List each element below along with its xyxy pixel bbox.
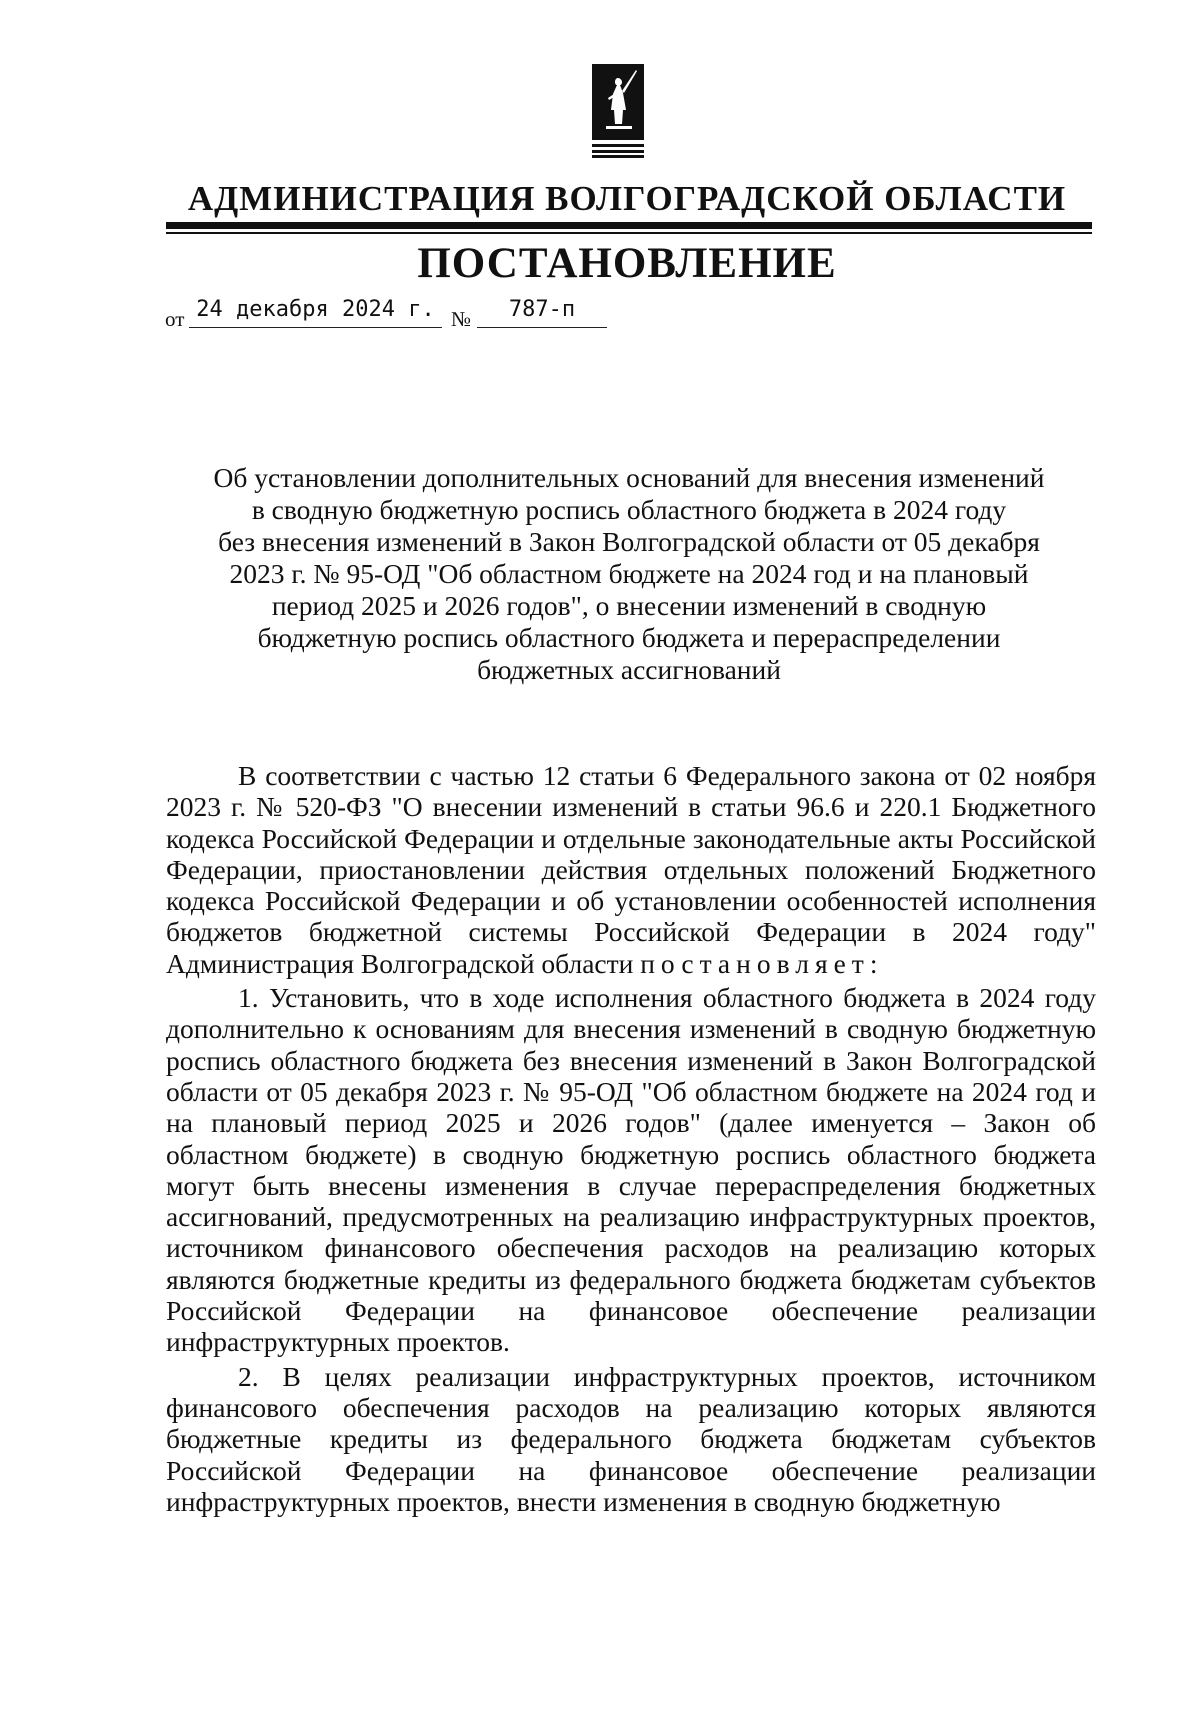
document-type-title: ПОСТАНОВЛЕНИЕ — [417, 240, 837, 287]
header-divider-thin — [166, 232, 1092, 234]
organization-name: АДМИНИСТРАЦИЯ ВОЛГОГРАДСКОЙ ОБЛАСТИ — [187, 179, 1067, 218]
preamble-text: В соответствии с частью 12 статьи 6 Федерального закона от 02 ноября 2023 г. № 520-ФЗ "О внесении изменений в статьи 96.6 и 220.1 Бюджетного кодекса Российской Федерации и отдельные законодательные акты Российской Федерации, приостановлении действия отдельных положений Бюджетного кодекса Российской Федерации и об установлении особенностей исполнения бюджетов бюджетной системы Российской Федерации в 2024 году" Администрация Волгоградской области — [166, 760, 1096, 979]
document-subject: Об установлении дополнительных оснований для внесения изменений в сводную бюджетную роспись областного бюджета в 2024 году без внесения изменений в Закон Волгоградской области от 05 декабря 2023 г. № 95-ОД "Об областном бюджете на 2024 год и на плановый период 2025 и 2026 годов", о внесении изменений в сводную бюджетную роспись областного бюджета и перераспределении бюджетных ассигнований — [213, 462, 1045, 685]
document-number: 787-п — [477, 293, 607, 328]
coat-of-arms-icon — [592, 64, 644, 158]
date-prefix: от — [165, 307, 185, 331]
preamble-paragraph — [166, 760, 1096, 979]
resolves-word: постановляет: — [640, 947, 884, 979]
item-1-paragraph: 1. Установить, что в ходе исполнения областного бюджета в 2024 году дополнительно к основаниям для внесения изменений в сводную бюджетную роспись областного бюджета без внесения изменений в Закон Волгоградской области от 05 декабря 2023 г. № 95-ОД "Об областном бюджете на 2024 год и на плановый период 2025 и 2026 годов" (далее именуется – Закон об областном бюджете) в сводную бюджетную роспись областного бюджета могут быть внесены изменения в случае перераспределения бюджетных ассигнований, предусмотренных на реализацию инфраструктурных проектов, источником финансового обеспечения расходов на реализацию которых являются бюджетные кредиты из федерального бюджета бюджетам субъектов Российской Федерации на финансовое обеспечение реализации инфраструктурных проектов. — [166, 982, 1096, 1358]
document-body — [166, 760, 1096, 1520]
number-sign: № — [451, 307, 472, 331]
document-dateline — [165, 293, 625, 333]
item-2-paragraph: 2. В целях реализации инфраструктурных проектов, источником финансового обеспечения расходов на реализацию которых являются бюджетные кредиты из федерального бюджета бюджетам субъектов Российской Федерации на финансовое обеспечение реализации инфраструктурных проектов, внести изменения в сводную бюджетную — [166, 1360, 1096, 1517]
header-divider-thick — [166, 222, 1092, 229]
document-date: 24 декабря 2024 г. — [189, 293, 442, 328]
